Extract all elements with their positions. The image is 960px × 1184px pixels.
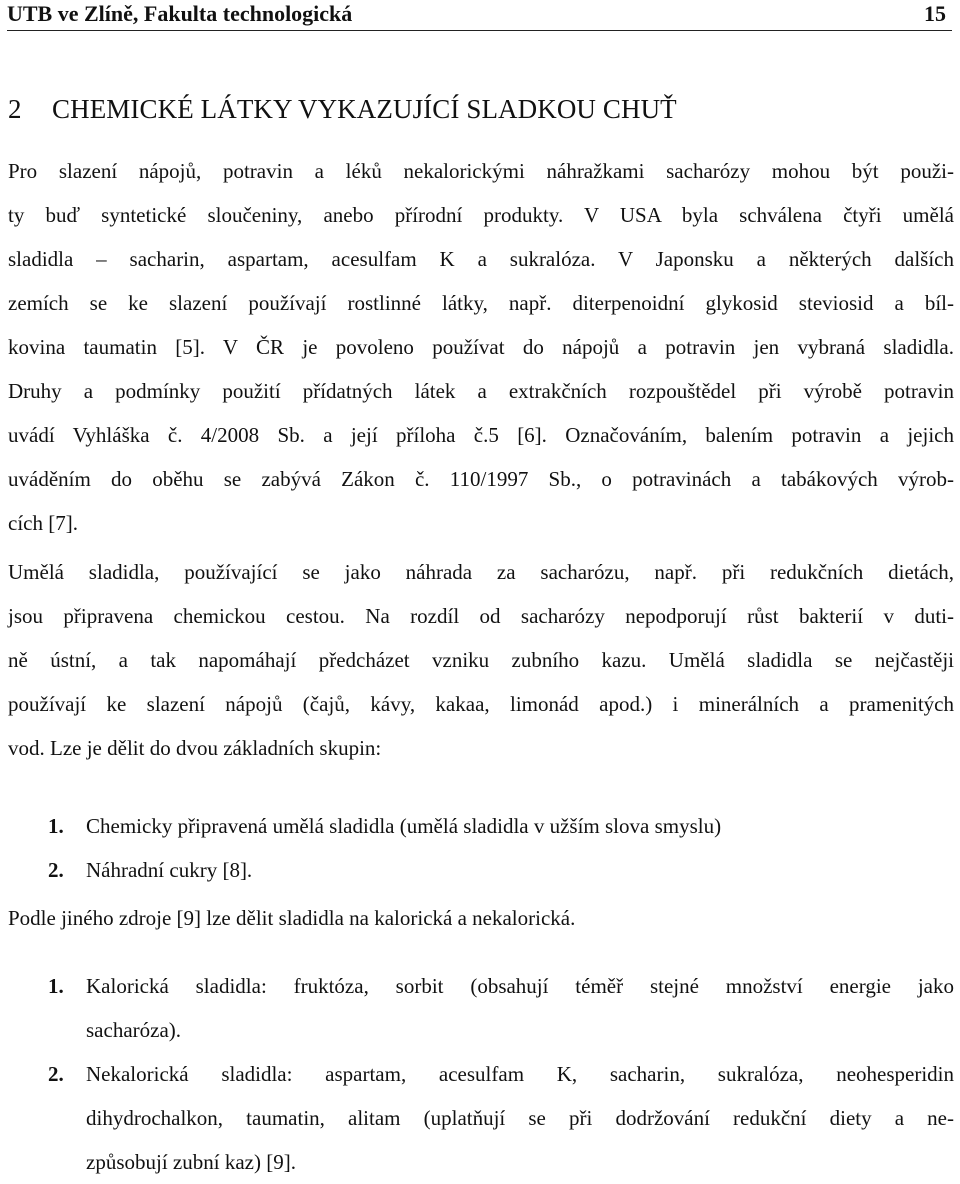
- header-title: UTB ve Zlíně, Fakulta technologická: [7, 1, 353, 26]
- text-line: Druhy a podmínky použití přídatných látek a extrakčních rozpouštědel při výrobě potravin: [8, 379, 954, 403]
- list-item: [48, 804, 954, 848]
- paragraph-2: [8, 550, 954, 770]
- text-line: uvádí Vyhláška č. 4/2008 Sb. a její příloha č.5 [6]. Označováním, balením potravin a jejich: [8, 423, 954, 447]
- list-text-line: sacharóza).: [86, 1018, 182, 1042]
- text-line: Podle jiného zdroje [9] lze dělit sladidla na kalorická a nekalorická.: [8, 906, 576, 930]
- list-number: 2.: [48, 858, 64, 882]
- text-line: sladidla – sacharin, aspartam, acesulfam K a sukralóza. V Japonsku a některých dalších: [8, 247, 954, 271]
- text-line: ně ústní, a tak napomáhají předcházet vzniku zubního kazu. Umělá sladidla se nejčastěji: [8, 648, 954, 672]
- running-header: [7, 0, 952, 31]
- text-line: cích [7].: [8, 511, 78, 535]
- list-number: 1.: [48, 814, 64, 838]
- paragraph-3: [8, 896, 954, 940]
- text-line: používají ke slazení nápojů (čajů, kávy, kakaa, limonád apod.) i minerálních a pramenitých: [8, 692, 954, 716]
- chapter-number: 2: [8, 94, 22, 124]
- page-number: 15: [924, 1, 946, 26]
- list-item: [48, 1052, 954, 1184]
- paragraph-1: [8, 149, 954, 545]
- text-line: ty buď syntetické sloučeniny, anebo přírodní produkty. V USA byla schválena čtyři umělá: [8, 203, 954, 227]
- list-item: [48, 964, 954, 1052]
- list-number: 1.: [48, 974, 64, 998]
- list-skupiny: [48, 804, 954, 892]
- text-line: vod. Lze je dělit do dvou základních skupin:: [8, 736, 382, 760]
- list-text-line: Nekalorická sladidla: aspartam, acesulfam K, sacharin, sukralóza, neohesperidin: [86, 1062, 954, 1086]
- chapter-title: CHEMICKÉ LÁTKY VYKAZUJÍCÍ SLADKOU CHUŤ: [52, 94, 677, 124]
- text-line: Pro slazení nápojů, potravin a léků nekalorickými náhražkami sacharózy mohou být použi-: [8, 159, 954, 183]
- text-line: uváděním do oběhu se zabývá Zákon č. 110/1997 Sb., o potravinách a tabákových výrob-: [8, 467, 954, 491]
- list-sladidla: [48, 964, 954, 1184]
- text-line: jsou připravena chemickou cestou. Na rozdíl od sacharózy nepodporují růst bakterií v duti-: [8, 604, 954, 628]
- chapter-heading: [8, 92, 677, 126]
- list-text-line: dihydrochalkon, taumatin, alitam (uplatňují se při dodržování redukční diety a ne-: [86, 1106, 954, 1130]
- text-line: zemích se ke slazení používají rostlinné látky, např. diterpenoidní glykosid steviosid a bíl-: [8, 291, 954, 315]
- list-text-line: Kalorická sladidla: fruktóza, sorbit (obsahují téměř stejné množství energie jako: [86, 974, 954, 998]
- list-text: Chemicky připravená umělá sladidla (umělá sladidla v užším slova smyslu): [86, 814, 722, 838]
- list-text-line: způsobují zubní kaz) [9].: [86, 1150, 296, 1174]
- text-line: kovina taumatin [5]. V ČR je povoleno používat do nápojů a potravin jen vybraná sladidla.: [8, 335, 954, 359]
- text-line: Umělá sladidla, používající se jako náhrada za sacharózu, např. při redukčních dietách,: [8, 560, 954, 584]
- list-item: [48, 848, 954, 892]
- list-number: 2.: [48, 1062, 64, 1086]
- list-text: Náhradní cukry [8].: [86, 858, 253, 882]
